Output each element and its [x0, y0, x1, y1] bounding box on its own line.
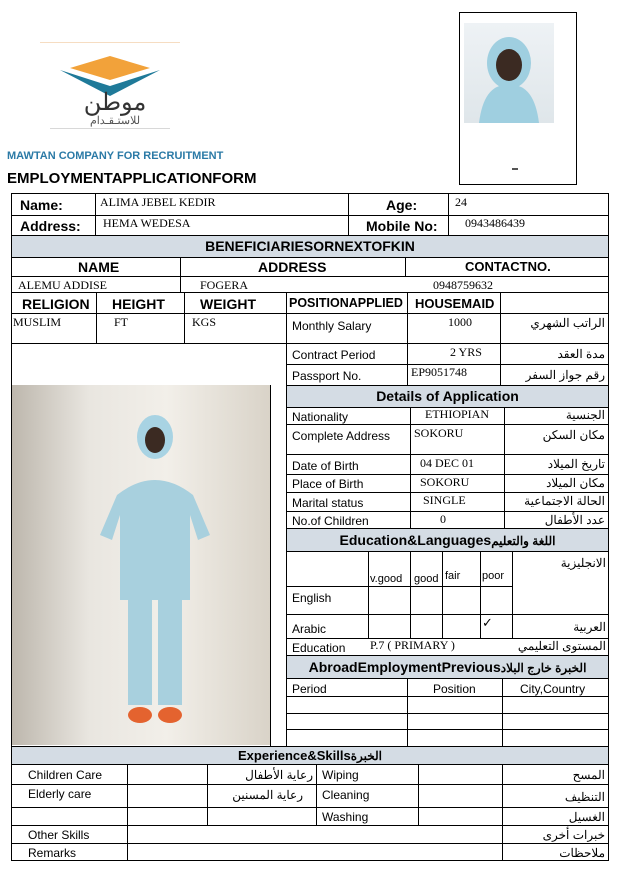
abroad-position-header: Position — [433, 682, 476, 696]
children-care-arabic: رعاية الأطفال — [245, 768, 313, 782]
experience-skills-header: Experience&Skillsالخبرة — [12, 747, 608, 764]
form-title: EMPLOYMENTAPPLICATIONFORM — [7, 170, 257, 187]
name-label: Name: — [20, 197, 63, 213]
beneficiary-contact-header: CONTACTNO. — [465, 259, 551, 274]
children-label: No.of Children — [292, 514, 369, 528]
company-name: MAWTAN COMPANY FOR RECRUITMENT — [7, 150, 224, 162]
passport-photo — [464, 23, 554, 123]
position-applied-header: POSITIONAPPLIED — [289, 296, 403, 310]
english-label: English — [292, 591, 332, 605]
abroad-city-header: City,Country — [520, 682, 586, 696]
education-value: P.7 ( PRIMARY ) — [370, 638, 455, 652]
logo-arabic-name: موطن — [83, 89, 147, 116]
weight-value: KGS — [192, 315, 217, 329]
passport-label: Passport No. — [292, 369, 362, 383]
elderly-care-label: Elderly care — [28, 787, 92, 801]
name-value: ALIMA JEBEL KEDIR — [100, 195, 216, 209]
height-value: FT — [114, 315, 129, 329]
address-value: HEMA WEDESA — [103, 216, 191, 230]
children-arabic: عدد الأطفال — [544, 513, 605, 527]
contract-period-value: 2 YRS — [450, 345, 482, 359]
mobile-label: Mobile No: — [366, 218, 438, 234]
age-value: 24 — [455, 195, 467, 209]
passport-value: EP9051748 — [411, 365, 468, 379]
children-care-label: Children Care — [28, 768, 103, 782]
age-label: Age: — [386, 197, 418, 213]
passport-arabic: رقم جواز السفر — [525, 368, 605, 382]
education-languages-header: Education&Languagesاللغة والتعليم — [287, 529, 608, 551]
complete-address-arabic: مكان السكن — [542, 428, 605, 442]
position-applied-value: HOUSEMAID — [415, 296, 495, 311]
complete-address-label: Complete Address — [292, 429, 391, 443]
marital-status-value: SINGLE — [423, 493, 466, 507]
education-label: Education — [292, 641, 346, 655]
logo-arabic-tagline: للاستـقـدام — [89, 115, 141, 127]
arabic-label: Arabic — [292, 622, 327, 636]
cleaning-label: Cleaning — [322, 788, 370, 802]
pob-value: SOKORU — [420, 475, 470, 489]
religion-value: MUSLIM — [13, 315, 62, 329]
beneficiary-name: ALEMU ADDISE — [18, 278, 107, 292]
address-label: Address: — [20, 218, 81, 234]
level-vgood: v.good — [370, 573, 403, 585]
weight-header: WEIGHT — [200, 296, 256, 312]
other-skills-label: Other Skills — [28, 828, 90, 842]
nationality-arabic: الجنسية — [565, 408, 605, 422]
wiping-arabic: المسح — [572, 768, 605, 782]
nationality-label: Nationality — [292, 410, 349, 424]
dob-arabic: تاريخ الميلاد — [547, 457, 605, 471]
beneficiary-name-header: NAME — [78, 259, 120, 275]
complete-address-value: SOKORU — [414, 426, 464, 440]
elderly-care-arabic: رعاية المسنين — [232, 788, 303, 802]
remarks-arabic: ملاحظات — [559, 846, 605, 860]
nationality-value: ETHIOPIAN — [425, 407, 489, 421]
level-good: good — [414, 573, 439, 585]
education-arabic: المستوى التعليمي — [517, 639, 606, 653]
english-arabic: الانجليزية — [560, 556, 606, 570]
marital-status-arabic: الحالة الاجتماعية — [524, 494, 605, 508]
beneficiaries-header: BENEFICIARIESORNEXTOFKIN — [12, 236, 608, 257]
arabic-language-arabic: العربية — [573, 620, 606, 634]
salary-value: 1000 — [448, 315, 472, 329]
wiping-label: Wiping — [322, 768, 359, 782]
beneficiary-contact: 0948759632 — [433, 278, 493, 292]
details-of-application-header: Details of Application — [287, 386, 608, 407]
height-header: HEIGHT — [112, 296, 165, 312]
pob-arabic: مكان الميلاد — [546, 476, 605, 490]
abroad-employment-header: AbroadEmploymentPreviousالخبرة خارج البلاد — [287, 656, 608, 678]
level-fair: fair — [445, 570, 461, 582]
contract-period-label: Contract Period — [292, 348, 376, 362]
pob-label: Place of Birth — [292, 477, 364, 491]
beneficiary-address-header: ADDRESS — [258, 259, 327, 275]
religion-header: RELIGION — [22, 296, 90, 312]
cleaning-arabic: التنظيف — [564, 790, 605, 804]
arabic-poor-check: ✓ — [482, 615, 493, 630]
beneficiary-address: FOGERA — [200, 278, 249, 292]
salary-arabic: الراتب الشهري — [530, 316, 605, 330]
abroad-period-header: Period — [292, 682, 327, 696]
marital-status-label: Marital status — [292, 496, 364, 510]
full-body-photo — [12, 385, 270, 745]
salary-label: Monthly Salary — [292, 319, 372, 333]
mobile-value: 0943486439 — [465, 216, 525, 230]
passport-photo-frame — [459, 12, 577, 185]
level-poor: poor — [482, 570, 505, 582]
remarks-label: Remarks — [28, 846, 77, 860]
children-value: 0 — [440, 512, 446, 526]
other-skills-arabic: خبرات أخرى — [542, 828, 605, 842]
contract-period-arabic: مدة العقد — [557, 347, 605, 361]
washing-arabic: الغسيل — [568, 810, 605, 824]
washing-label: Washing — [322, 810, 369, 824]
dob-label: Date of Birth — [292, 459, 359, 473]
dob-value: 04 DEC 01 — [420, 456, 474, 470]
